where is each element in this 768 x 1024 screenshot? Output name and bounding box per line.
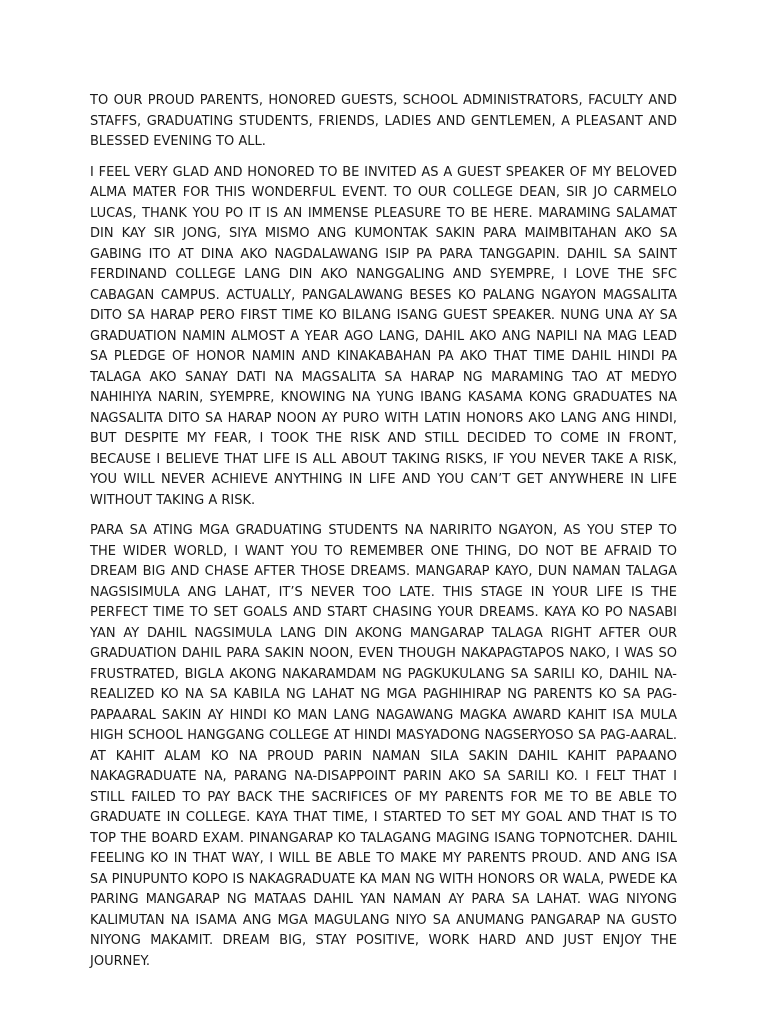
paragraph-message: PARA SA ATING MGA GRADUATING STUDENTS NA NARIRITO NGAYON, AS YOU STEP TO THE WIDER WORLD, I WANT YOU TO REMEMBER ONE THING, DO NOT BE AFRAID TO DREAM BIG AND CHASE AFTER THOSE DREAMS. MANGARAP KAYO, DUN NAMAN TALAGA NAGSISIMULA ANG LAHAT, IT’S NEVER TOO LATE. THIS STAGE IN YOUR LIFE IS THE PERFECT TIME TO SET GOALS AND START CHASING YOUR DREAMS. KAYA KO PO NASABI YAN AY DAHIL NAGSIMULA LANG DIN AKONG MANGARAP TALAGA RIGHT AFTER OUR GRADUATION DAHIL PARA SAKIN NOON, EVEN THOUGH NAKAPAGTAPOS NAKO, I WAS SO FRUSTRATED, BIGLA AKONG NAKARAMDAM NG PAGKUKULANG SA SARILI KO, DAHIL NA-REALIZED KO NA SA KABILA NG LAHAT NG MGA PAGHIHIRAP NG PARENTS KO SA PAG-PAPAARAL SAKIN AY HINDI KO MAN LANG NAGAWANG MAGKA AWARD KAHIT ISA MULA HIGH SCHOOL HANGGANG COLLEGE AT HINDI MASYADONG NAGSERYOSO SA PAG-AARAL. AT KAHIT ALAM KO NA PROUD PARIN NAMAN SILA SAKIN DAHIL KAHIT PAPAANO NAKAGRADUATE NA, PARANG NA-DISAPPOINT PARIN AKO SA SARILI KO. I FELT THAT I STILL FAILED TO PAY BACK THE SACRIFICES OF MY PARENTS FOR ME TO BE ABLE TO GRADUATE IN COLLEGE. KAYA THAT TIME, I STARTED TO SET MY GOAL AND THAT IS TO TOP THE BOARD EXAM. PINANGARAP KO TALAGANG MAGING ISANG TOPNOTCHER. DAHIL FEELING KO IN THAT WAY, I WILL BE ABLE TO MAKE MY PARENTS PROUD. AND ANG ISA SA PINUPUNTO KOPO IS NAKAGRADUATE KA MAN NG WITH HONORS OR WALA, PWEDE KA PARING MANGARAP NG MATAAS DAHIL YAN NAMAN AY PARA SA LAHAT. WAG NIYONG KALIMUTAN NA ISAMA ANG MGA MAGULANG NIYO SA ANUMANG PANGARAP NA GUSTO NIYONG MAKAMIT. DREAM BIG, STAY POSITIVE, WORK HARD AND JUST ENJOY THE JOURNEY. (90, 523, 677, 969)
paragraph-greeting: TO OUR PROUD PARENTS, HONORED GUESTS, SCHOOL ADMINISTRATORS, FACULTY AND STAFFS, GRADUATING STUDENTS, FRIENDS, LADIES AND GENTLEMEN, A PLEASANT AND BLESSED EVENING TO ALL. (90, 93, 677, 149)
document-body (90, 91, 677, 982)
paragraph-introduction: I FEEL VERY GLAD AND HONORED TO BE INVITED AS A GUEST SPEAKER OF MY BELOVED ALMA MATER FOR THIS WONDERFUL EVENT. TO OUR COLLEGE DEAN, SIR JO CARMELO LUCAS, THANK YOU PO IT IS AN IMMENSE PLEASURE TO BE HERE. MARAMING SALAMAT DIN KAY SIR JONG, SIYA MISMO ANG KUMONTAK SAKIN PARA MAIMBITAHAN AKO SA GABING ITO AT DINA AKO NAGDALAWANG ISIP PA PARA TANGGAPIN. DAHIL SA SAINT FERDINAND COLLEGE LANG DIN AKO NANGGALING AND SYEMPRE, I LOVE THE SFC CABAGAN CAMPUS. ACTUALLY, PANGALAWANG BESES KO PALANG NGAYON MAGSALITA DITO SA HARAP PERO FIRST TIME KO BILANG ISANG GUEST SPEAKER. NUNG UNA AY SA GRADUATION NAMIN ALMOST A YEAR AGO LANG, DAHIL AKO ANG NAPILI NA MAG LEAD SA PLEDGE OF HONOR NAMIN AND KINAKABAHAN PA AKO THAT TIME DAHIL HINDI PA TALAGA AKO SANAY DATI NA MAGSALITA SA HARAP NG MARAMING TAO AT MEDYO NAHIHIYA NARIN, SYEMPRE, KNOWING NA YUNG IBANG KASAMA KONG GRADUATES NA NAGSALITA DITO SA HARAP NOON AY PURO WITH LATIN HONORS AKO LANG ANG HINDI, BUT DESPITE MY FEAR, I TOOK THE RISK AND STILL DECIDED TO COME IN FRONT, BECAUSE I BELIEVE THAT LIFE IS ALL ABOUT TAKING RISKS, IF YOU NEVER TAKE A RISK, YOU WILL NEVER ACHIEVE ANYTHING IN LIFE AND YOU CAN’T GET ANYWHERE IN LIFE WITHOUT TAKING A RISK. (90, 164, 677, 508)
